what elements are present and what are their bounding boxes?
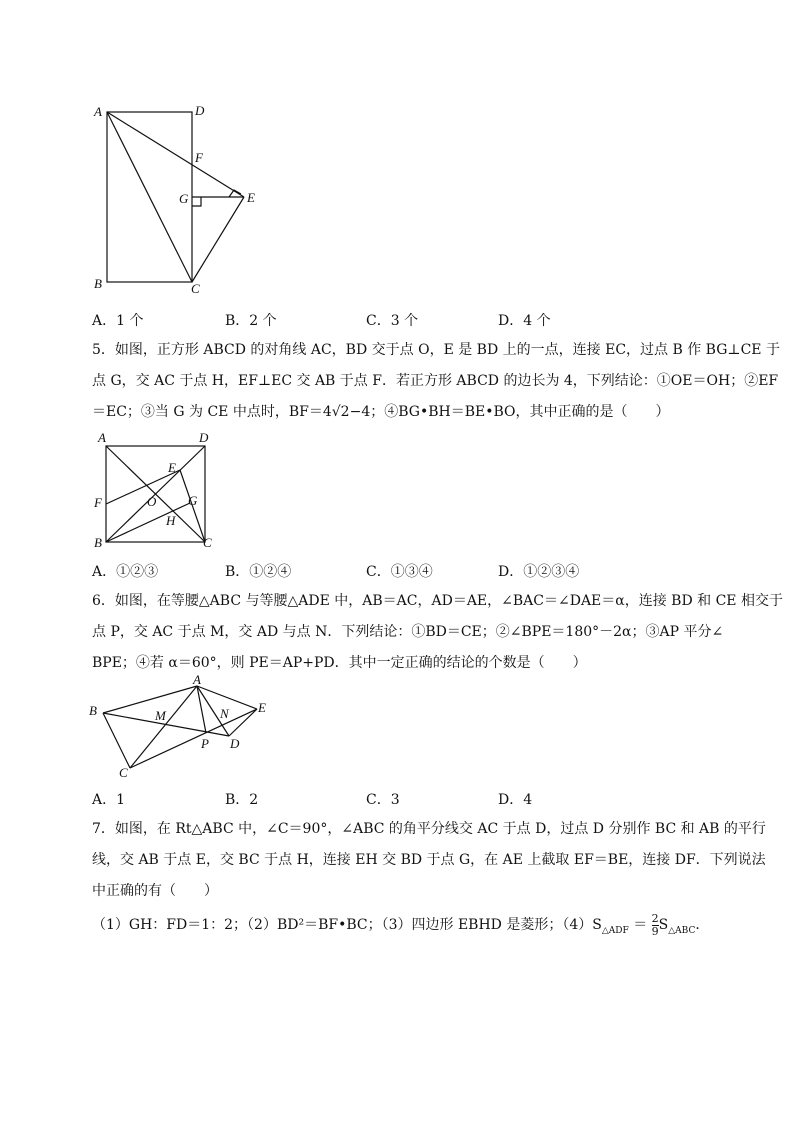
q7-fraction-num: 2 [651,911,659,925]
fig5-label-b: B [94,535,102,550]
fig6-label-n: N [220,706,229,721]
fig4-label-d: D [195,103,205,118]
fig5-label-g: G [188,493,198,508]
q6-text-line-2: 点 P，交 AC 于点 M，交 AD 与点 N．下列结论：①BD＝CE；②∠BPE＝180°－2α；③AP 平分∠ [92,624,724,640]
q6-option-b: B．2 [225,792,259,808]
fig6-label-d: D [230,736,240,751]
fig4-label-e: E [247,190,255,205]
fig4-label-a: A [94,104,102,119]
fig5-label-h: H [166,513,176,528]
q6-text-line-3: BPE；④若 α＝60°，则 PE＝AP+PD．其中一定正确的结论的个数是（ ） [92,655,587,671]
q4-option-d: D．4 个 [498,313,551,329]
q7-text-line-2: 线，交 AB 于点 E，交 BC 于点 H，连接 EH 交 BD 于点 G，在 AE 上截取 EF＝BE，连接 DF．下列说法 [92,852,766,868]
q5-option-c: C．①③④ [366,564,433,580]
q7-text-line-3: 中正确的有（ ） [92,883,218,899]
q5-figure [88,428,228,553]
q6-option-d: D．4 [498,792,533,808]
q4-option-c: C．3 个 [366,313,419,329]
fig5-label-f: F [94,495,102,510]
q4-option-a: A．1 个 [92,313,144,329]
q7-sub-abc: △ABC [668,926,696,936]
q6-figure [85,672,275,784]
fig5-label-a: A [98,430,106,445]
q5-text-line-3: ＝EC；③当 G 为 CE 中点时，BF＝4√2−4；④BG•BH＝BE•BO，其中正确的是（ ） [92,404,670,420]
q5-option-a: A．①②③ [92,564,159,580]
q7-s: S [658,917,669,933]
q7-text-line-1: 7．如图，在 Rt△ABC 中，∠C＝90°，∠ABC 的角平分线交 AC 于点 D，过点 D 分别作 BC 和 AB 的平行 [92,821,766,837]
fig4-label-b: B [94,276,102,291]
q5-text-line-2: 点 G，交 AC 于点 H，EF⊥EC 交 AB 于点 F．若正方形 ABCD 的边长为 4，下列结论：①OE＝OH；②EF [92,373,779,389]
q7-fraction [652,913,659,938]
fig5-label-e: E [168,460,176,475]
q7-equals: ＝ [628,917,652,933]
q4-figure [88,100,268,300]
q6-text-line-1: 6．如图，在等腰△ABC 与等腰△ADE 中，AB＝AC，AD＝AE，∠BAC＝∠DAE＝α，连接 BD 和 CE 相交于 [92,593,783,609]
q5-option-b: B．①②④ [225,564,292,580]
q7-sub-adf: △ADF [601,926,629,936]
q6-option-a: A．1 [92,792,126,808]
q5-text-line-1: 5．如图，正方形 ABCD 的对角线 AC，BD 交于点 O，E 是 BD 上的一点，连接 EC，过点 B 作 BG⊥CE 于 [92,342,780,358]
fig6-label-p: P [201,736,209,751]
fig5-label-d: D [199,430,209,445]
fig6-label-b: B [89,703,97,718]
fig4-label-f: F [195,150,203,165]
fig6-label-e: E [258,700,266,715]
q7-statements-text: （1）GH：FD＝1：2；（2）BD²＝BF•BC；（3）四边形 EBHD 是菱形；（4）S [92,917,602,933]
fig6-label-a: A [193,672,201,687]
q6-option-c: C．3 [366,792,400,808]
q7-statements [92,910,709,942]
fig4-label-c: C [191,281,200,296]
q5-option-d: D．①②③④ [498,564,580,580]
q7-fraction-den: 9 [651,924,659,938]
fig5-label-o: O [147,494,157,509]
q4-option-b: B．2 个 [225,313,277,329]
fig6-label-c: C [119,765,128,780]
fig6-label-m: M [155,708,166,723]
q7-end: ． [695,917,710,933]
fig4-label-g: G [179,191,189,206]
fig5-label-c: C [203,535,212,550]
